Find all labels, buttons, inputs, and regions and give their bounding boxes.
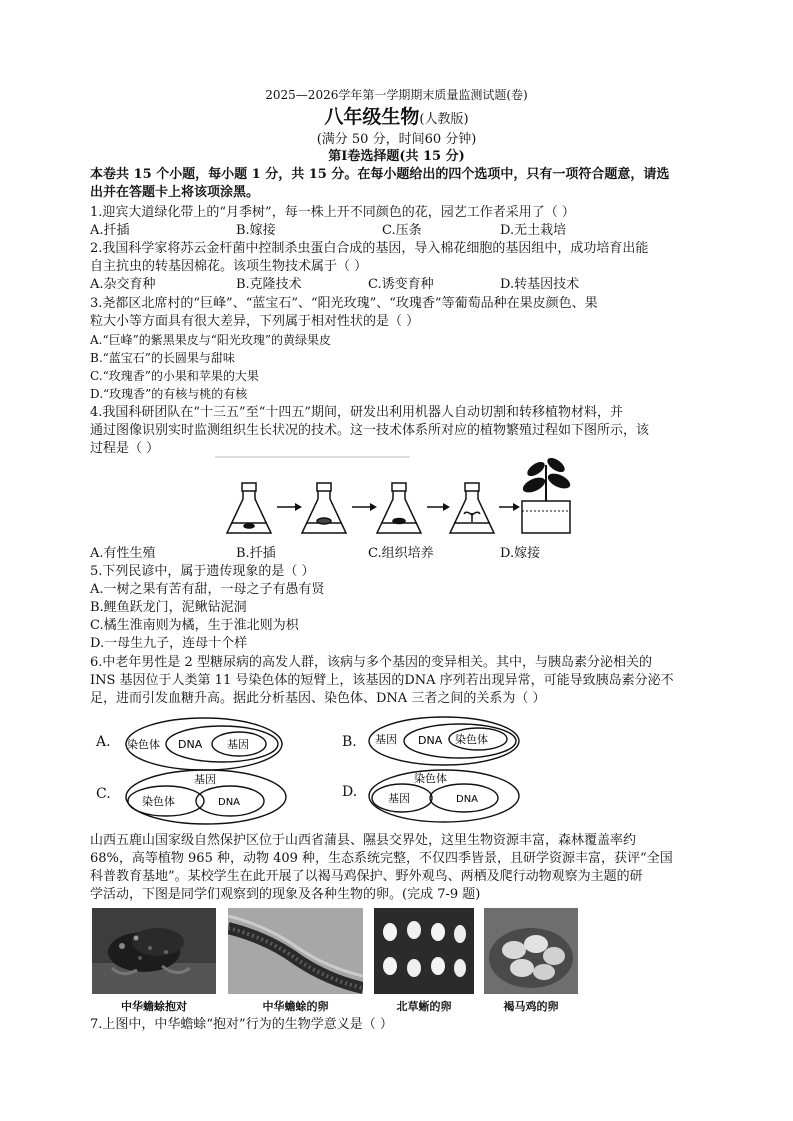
q4-stem-1: 4.我国科研团队在“十三五”至“十四五”期间，研发出利用机器人自动切割和转移植物材料，并 [90, 405, 623, 420]
q3-stem-1: 3.尧都区北席村的“巨峰”、“蓝宝石”、“阳光玫瑰”、“玫瑰香”等葡萄品种在果皮颜色、果 [90, 296, 598, 311]
q6-stem-3: 足，进而引发血糖升高。据此分析基因、染色体、DNA 三者之间的关系为（ ） [90, 691, 546, 706]
q6-option-d-letter: D. [342, 784, 358, 800]
q6-diagram-a [124, 716, 294, 772]
q1-option-c: C.压条 [382, 223, 422, 238]
q5-option-c: C.橘生淮南则为橘，生于淮北则为枳 [90, 618, 299, 633]
instructions-line-1: 本卷共 15 个小题，每小题 1 分，共 15 分。在每小题给出的四个选项中，只有一项符合题意，请选 [90, 167, 670, 182]
diagram-a-mid-label: DNA [178, 738, 203, 751]
q1-option-d: D.无土栽培 [500, 223, 567, 238]
flask-3-icon [377, 483, 421, 533]
diagram-a-outer-label: 染色体 [127, 738, 160, 751]
q5-option-b: B.鲤鱼跃龙门，泥鳅钻泥洞 [90, 600, 247, 615]
toad-amplexus-photo [92, 908, 216, 994]
diagram-a-inner-label: 基因 [227, 738, 249, 751]
q4-stem-3: 过程是（ ） [90, 441, 160, 456]
diagram-d-right-label: DNA [456, 794, 479, 805]
arrow-3-icon [427, 503, 450, 511]
q6-diagram-c [124, 768, 294, 826]
photo-caption-2: 中华蟾蜍的卵 [262, 1000, 329, 1013]
q5-stem: 5.下列民谚中，属于遗传现象的是（ ） [90, 564, 315, 579]
q3-stem-2: 粒大小等方面具有很大差异，下列属于相对性状的是（ ） [90, 314, 420, 329]
q6-diagram-b [366, 714, 526, 768]
diagram-c-left-label: 染色体 [142, 795, 175, 808]
photo-caption-3: 北草蜥的卵 [396, 1000, 452, 1013]
q3-option-a: A.“巨峰”的紫黑果皮与“阳光玫瑰”的黄绿果皮 [90, 333, 332, 347]
q4-option-c: C.组织培养 [368, 546, 434, 561]
diagram-c-right-label: DNA [218, 797, 241, 808]
q4-stem-2: 通过图像识别实时监测组织生长状况的技术。这一技术体系所对应的植物繁殖过程如下图所示，该 [90, 423, 650, 438]
lizard-eggs-photo [374, 908, 474, 994]
passage-line-2: 68%，高等植物 965 种，动物 409 种，生态系统完整，不仅四季皆景，且研学资源丰富，获评“全国 [90, 851, 673, 866]
q2-stem-2: 自主抗虫的转基因棉花。该项生物技术属于（ ） [90, 259, 368, 274]
passage-line-1: 山西五鹿山国家级自然保护区位于山西省蒲县、隰县交界处，这里生物资源丰富，森林覆盖率约 [90, 833, 637, 848]
diagram-b-outer-label: 基因 [375, 733, 397, 746]
toad-eggs-photo [228, 908, 363, 994]
diagram-d-top-label: 染色体 [414, 772, 447, 785]
q1-stem: 1.迎宾大道绿化带上的“月季树”，每一株上开不同颜色的花，园艺工作者采用了（ ） [90, 205, 575, 220]
flask-1-icon [227, 483, 271, 533]
q7-stem: 7.上图中，中华蟾蜍“抱对”行为的生物学意义是（ ） [90, 1017, 393, 1032]
diagram-c-top-label: 基因 [194, 773, 216, 786]
arrow-1-icon [277, 503, 302, 511]
q5-option-a: A.一树之果有苦有甜，一母之子有愚有贤 [90, 582, 325, 597]
diagram-b-inner-label: 染色体 [455, 733, 488, 746]
q5-option-d: D.一母生九子，连母十个样 [90, 636, 248, 651]
instructions-line-2: 出并在答题卡上将该项涂黑。 [90, 185, 260, 200]
exam-info: (满分 50 分，时间60 分钟) [316, 132, 477, 147]
exam-title: 2025—2026学年第一学期期末质量监测试题(卷) [265, 88, 528, 102]
q2-option-b: B.克隆技术 [236, 277, 302, 292]
q3-option-c: C.“玫瑰香”的小果和苹果的大果 [90, 369, 259, 383]
part-title: 第Ⅰ卷选择题(共 15 分) [328, 149, 465, 164]
q1-option-a: A.扦插 [90, 223, 130, 238]
q2-option-d: D.转基因技术 [500, 277, 580, 292]
q6-option-b-letter: B. [342, 734, 357, 750]
q3-option-b: B.“蓝宝石”的长圆果与甜味 [90, 351, 235, 365]
tissue-culture-diagram [215, 455, 585, 545]
q2-option-a: A.杂交育种 [90, 277, 156, 292]
q6-option-c-letter: C. [96, 786, 111, 802]
q6-stem-1: 6.中老年男性是 2 型糖尿病的高发人群，该病与多个基因的变异相关。其中，与胰岛素分泌相关的 [90, 655, 652, 670]
q4-option-d: D.嫁接 [500, 546, 541, 561]
diagram-d-left-label: 基因 [388, 792, 410, 805]
photo-caption-4: 褐马鸡的卵 [503, 1000, 559, 1013]
arrow-2-icon [352, 503, 377, 511]
photo-caption-1: 中华蟾蜍抱对 [121, 1000, 187, 1013]
eared-pheasant-eggs-photo [484, 908, 578, 994]
arrow-4-icon [499, 503, 520, 511]
q2-option-c: C.诱变育种 [368, 277, 434, 292]
q4-option-b: B.扦插 [236, 546, 276, 561]
edition-label: (人教版) [419, 112, 469, 127]
flask-4-icon [450, 483, 494, 533]
subject-title [0, 104, 793, 133]
potted-plant-icon [521, 455, 573, 533]
passage-line-4: 学活动，下图是同学们观察到的现象及各种生物的卵。(完成 7-9 题) [90, 887, 481, 902]
q6-stem-2: INS 基因位于人类第 11 号染色体的短臂上，该基因的DNA 序列若出现异常，可能导致胰岛素分泌不 [90, 673, 674, 688]
diagram-b-mid-label: DNA [418, 734, 443, 747]
q2-stem-1: 2.我国科学家将苏云金杆菌中控制杀虫蛋白合成的基因，导入棉花细胞的基因组中，成功培育出能 [90, 241, 649, 256]
q3-option-d: D.“玫瑰香”的有核与桃的有核 [90, 387, 248, 401]
flask-2-icon [302, 483, 346, 533]
q4-option-a: A.有性生殖 [90, 546, 156, 561]
passage-line-3: 科普教育基地”。某校学生在此开展了以褐马鸡保护、野外观鸟、两栖及爬行动物观察为主题的研 [90, 869, 643, 884]
q1-option-b: B.嫁接 [236, 223, 276, 238]
q6-diagram-d [366, 768, 526, 824]
subject-name: 八年级生物 [324, 106, 420, 128]
q6-option-a-letter: A. [96, 734, 111, 750]
